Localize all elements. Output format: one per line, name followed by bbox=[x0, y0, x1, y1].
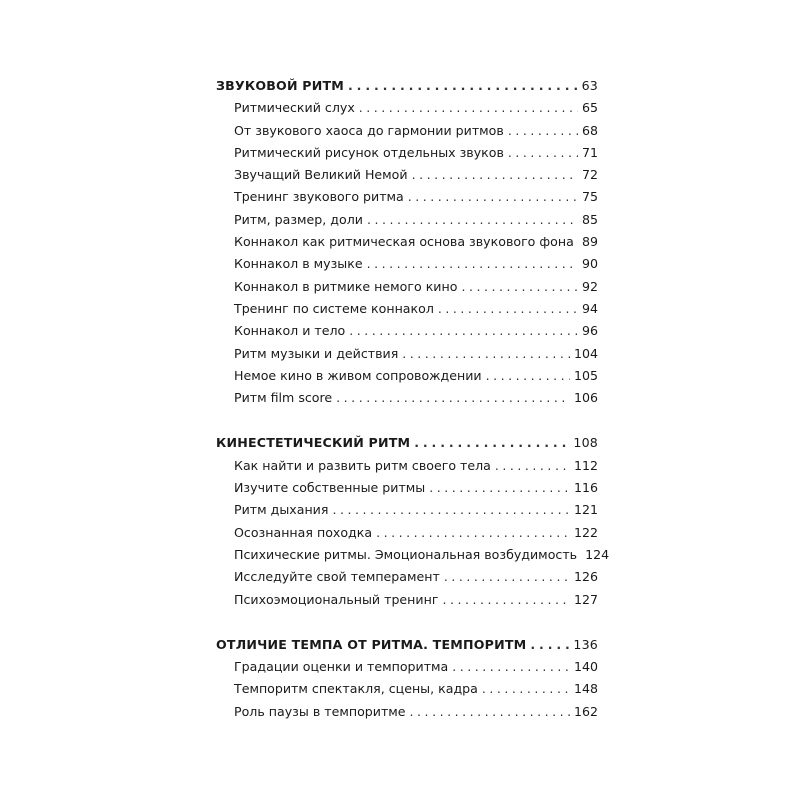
table-of-contents bbox=[216, 75, 610, 746]
toc-entry-page-number: 140 bbox=[573, 659, 598, 675]
toc-entry bbox=[216, 231, 598, 253]
dot-leader bbox=[414, 432, 569, 454]
toc-entry bbox=[216, 701, 598, 723]
toc-entry-title: От звукового хаоса до гармонии ритмов bbox=[234, 122, 504, 138]
dot-leader bbox=[442, 589, 570, 611]
toc-entry-page-number: 65 bbox=[581, 100, 598, 116]
toc-entry-title: Коннакол в музыке bbox=[234, 256, 363, 272]
dot-leader bbox=[402, 343, 570, 365]
dot-leader bbox=[461, 276, 578, 298]
toc-chapter-heading-page-number: 108 bbox=[573, 435, 598, 451]
toc-entry-title: Изучите собственные ритмы bbox=[234, 480, 426, 496]
toc-section bbox=[216, 634, 598, 723]
toc-entry-title: Ритм дыхания bbox=[234, 502, 329, 518]
dot-leader bbox=[486, 365, 570, 387]
toc-entry bbox=[216, 589, 598, 611]
toc-entry-page-number: 68 bbox=[581, 122, 598, 138]
toc-entry-page-number: 127 bbox=[573, 591, 598, 607]
toc-entry-page-number: 92 bbox=[581, 278, 598, 294]
toc-entry bbox=[216, 276, 598, 298]
dot-leader bbox=[508, 142, 578, 164]
toc-entry-page-number: 104 bbox=[573, 345, 598, 361]
toc-entry-page-number: 71 bbox=[581, 144, 598, 160]
toc-entry-page-number: 124 bbox=[585, 546, 610, 562]
toc-entry-page-number: 90 bbox=[581, 256, 598, 272]
toc-entry bbox=[216, 678, 598, 700]
dot-leader bbox=[367, 253, 578, 275]
toc-entry-title: Немое кино в живом сопровождении bbox=[234, 367, 482, 383]
toc-entry bbox=[216, 455, 598, 477]
toc-entry bbox=[216, 656, 598, 678]
dot-leader bbox=[349, 320, 578, 342]
toc-entry-title: Ритмический рисунок отдельных звуков bbox=[234, 144, 504, 160]
toc-entry bbox=[216, 566, 598, 588]
dot-leader bbox=[410, 701, 570, 723]
toc-entry-page-number: 106 bbox=[573, 390, 598, 406]
dot-leader bbox=[495, 455, 570, 477]
toc-chapter-heading-title: КИНЕСТЕТИЧЕСКИЙ РИТМ bbox=[216, 435, 411, 451]
toc-entry-title: Коннакол как ритмическая основа звукового фона bbox=[234, 234, 574, 250]
dot-leader bbox=[444, 566, 570, 588]
toc-entry-page-number: 96 bbox=[581, 323, 598, 339]
toc-entry-page-number: 112 bbox=[573, 457, 598, 473]
toc-entry-title: Коннакол в ритмике немого кино bbox=[234, 278, 458, 294]
dot-leader bbox=[408, 186, 578, 208]
toc-entry-title: Звучащий Великий Немой bbox=[234, 167, 408, 183]
toc-entry bbox=[216, 544, 610, 566]
toc-entry-title: Исследуйте свой темперамент bbox=[234, 569, 440, 585]
toc-entry bbox=[216, 477, 598, 499]
toc-chapter-heading-page-number: 136 bbox=[573, 636, 598, 652]
dot-leader bbox=[332, 499, 570, 521]
dot-leader bbox=[482, 678, 570, 700]
toc-entry-page-number: 85 bbox=[581, 211, 598, 227]
toc-entry bbox=[216, 298, 598, 320]
toc-entry-page-number: 162 bbox=[573, 703, 598, 719]
toc-entry-title: Тренинг звукового ритма bbox=[234, 189, 404, 205]
dot-leader bbox=[376, 522, 570, 544]
dot-leader bbox=[452, 656, 570, 678]
toc-chapter-heading-title: ОТЛИЧИЕ ТЕМПА ОТ РИТМА. ТЕМПОРИТМ bbox=[216, 636, 527, 652]
toc-entry-page-number: 121 bbox=[573, 502, 598, 518]
toc-entry-page-number: 89 bbox=[581, 234, 598, 250]
dot-leader bbox=[367, 209, 578, 231]
toc-entry bbox=[216, 120, 598, 142]
toc-entry bbox=[216, 186, 598, 208]
toc-entry-page-number: 122 bbox=[573, 524, 598, 540]
dot-leader bbox=[508, 120, 578, 142]
toc-entry bbox=[216, 387, 598, 409]
toc-entry-page-number: 116 bbox=[573, 480, 598, 496]
toc-chapter-heading bbox=[216, 634, 598, 656]
toc-entry-page-number: 75 bbox=[581, 189, 598, 205]
toc-entry-title: Роль паузы в темпоритме bbox=[234, 703, 406, 719]
toc-entry-title: Ритм музыки и действия bbox=[234, 345, 399, 361]
toc-entry-page-number: 126 bbox=[573, 569, 598, 585]
toc-entry bbox=[216, 499, 598, 521]
toc-section bbox=[216, 432, 610, 610]
toc-entry-page-number: 72 bbox=[581, 167, 598, 183]
toc-entry bbox=[216, 164, 598, 186]
toc-entry bbox=[216, 97, 598, 119]
toc-entry bbox=[216, 522, 598, 544]
toc-entry-title: Ритмический слух bbox=[234, 100, 355, 116]
toc-entry-title: Градации оценки и темпоритма bbox=[234, 659, 449, 675]
dot-leader bbox=[438, 298, 578, 320]
toc-entry-page-number: 148 bbox=[573, 681, 598, 697]
toc-entry-page-number: 94 bbox=[581, 300, 598, 316]
toc-entry bbox=[216, 365, 598, 387]
dot-leader bbox=[359, 97, 578, 119]
dot-leader bbox=[348, 75, 578, 97]
toc-entry bbox=[216, 142, 598, 164]
toc-entry-title: Как найти и развить ритм своего тела bbox=[234, 457, 491, 473]
toc-entry-title: Осознанная походка bbox=[234, 524, 373, 540]
toc-entry-title: Психические ритмы. Эмоциональная возбудимость bbox=[234, 546, 578, 562]
dot-leader bbox=[336, 387, 570, 409]
toc-chapter-heading-title: ЗВУКОВОЙ РИТМ bbox=[216, 78, 344, 93]
toc-chapter-heading bbox=[216, 432, 598, 454]
toc-entry-title: Психоэмоциональный тренинг bbox=[234, 591, 439, 607]
toc-chapter-heading-page-number: 63 bbox=[581, 78, 598, 93]
toc-entry-title: Тренинг по системе коннакол bbox=[234, 300, 434, 316]
toc-entry bbox=[216, 343, 598, 365]
toc-entry-page-number: 105 bbox=[573, 367, 598, 383]
toc-section bbox=[216, 75, 598, 409]
toc-entry bbox=[216, 253, 598, 275]
toc-entry-title: Ритм film score bbox=[234, 390, 333, 406]
toc-entry-title: Коннакол и тело bbox=[234, 323, 346, 339]
toc-entry bbox=[216, 209, 598, 231]
toc-entry-title: Ритм, размер, доли bbox=[234, 211, 363, 227]
toc-entry-title: Темпоритм спектакля, сцены, кадра bbox=[234, 681, 478, 697]
toc-entry bbox=[216, 320, 598, 342]
dot-leader bbox=[429, 477, 570, 499]
dot-leader bbox=[530, 634, 569, 656]
toc-chapter-heading bbox=[216, 75, 598, 97]
dot-leader bbox=[412, 164, 578, 186]
